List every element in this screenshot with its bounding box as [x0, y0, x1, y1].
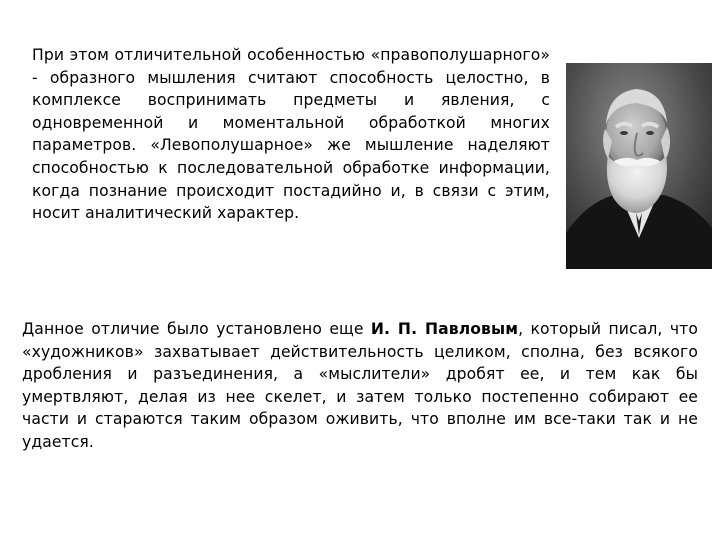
paragraph-pavlov-intro: Данное отличие было установлено еще — [22, 320, 371, 338]
paragraph-pavlov-quote — [22, 318, 698, 454]
paragraph-hemispheres: При этом отличительной особенностью «правополушарного» - образного мышления считают способность целостно, в комплексе воспринимать предметы и явления, с одновременной и моментальной обработкой многих параметров. «Левополушарное» же мышление наделяют способностью к последовательной обработке информации, когда познание происходит постадийно и, в связи с этим, носит аналитический характер. — [32, 46, 550, 223]
portrait-photo — [566, 63, 712, 269]
portrait-illustration — [566, 63, 712, 269]
paragraph-pavlov-rest: , который писал, что «художников» захватывает действительность целиком, сполна, без всякого дробления и разъединения, а «мыслители» дробят ее, и тем как бы умертвляют, делая из нее скелет, и затем только постепенно собирают ее части и стараются таким образом оживить, что вполне им все-таки так и не удается. — [22, 320, 699, 451]
pavlov-name: И. П. Павловым — [370, 320, 519, 338]
